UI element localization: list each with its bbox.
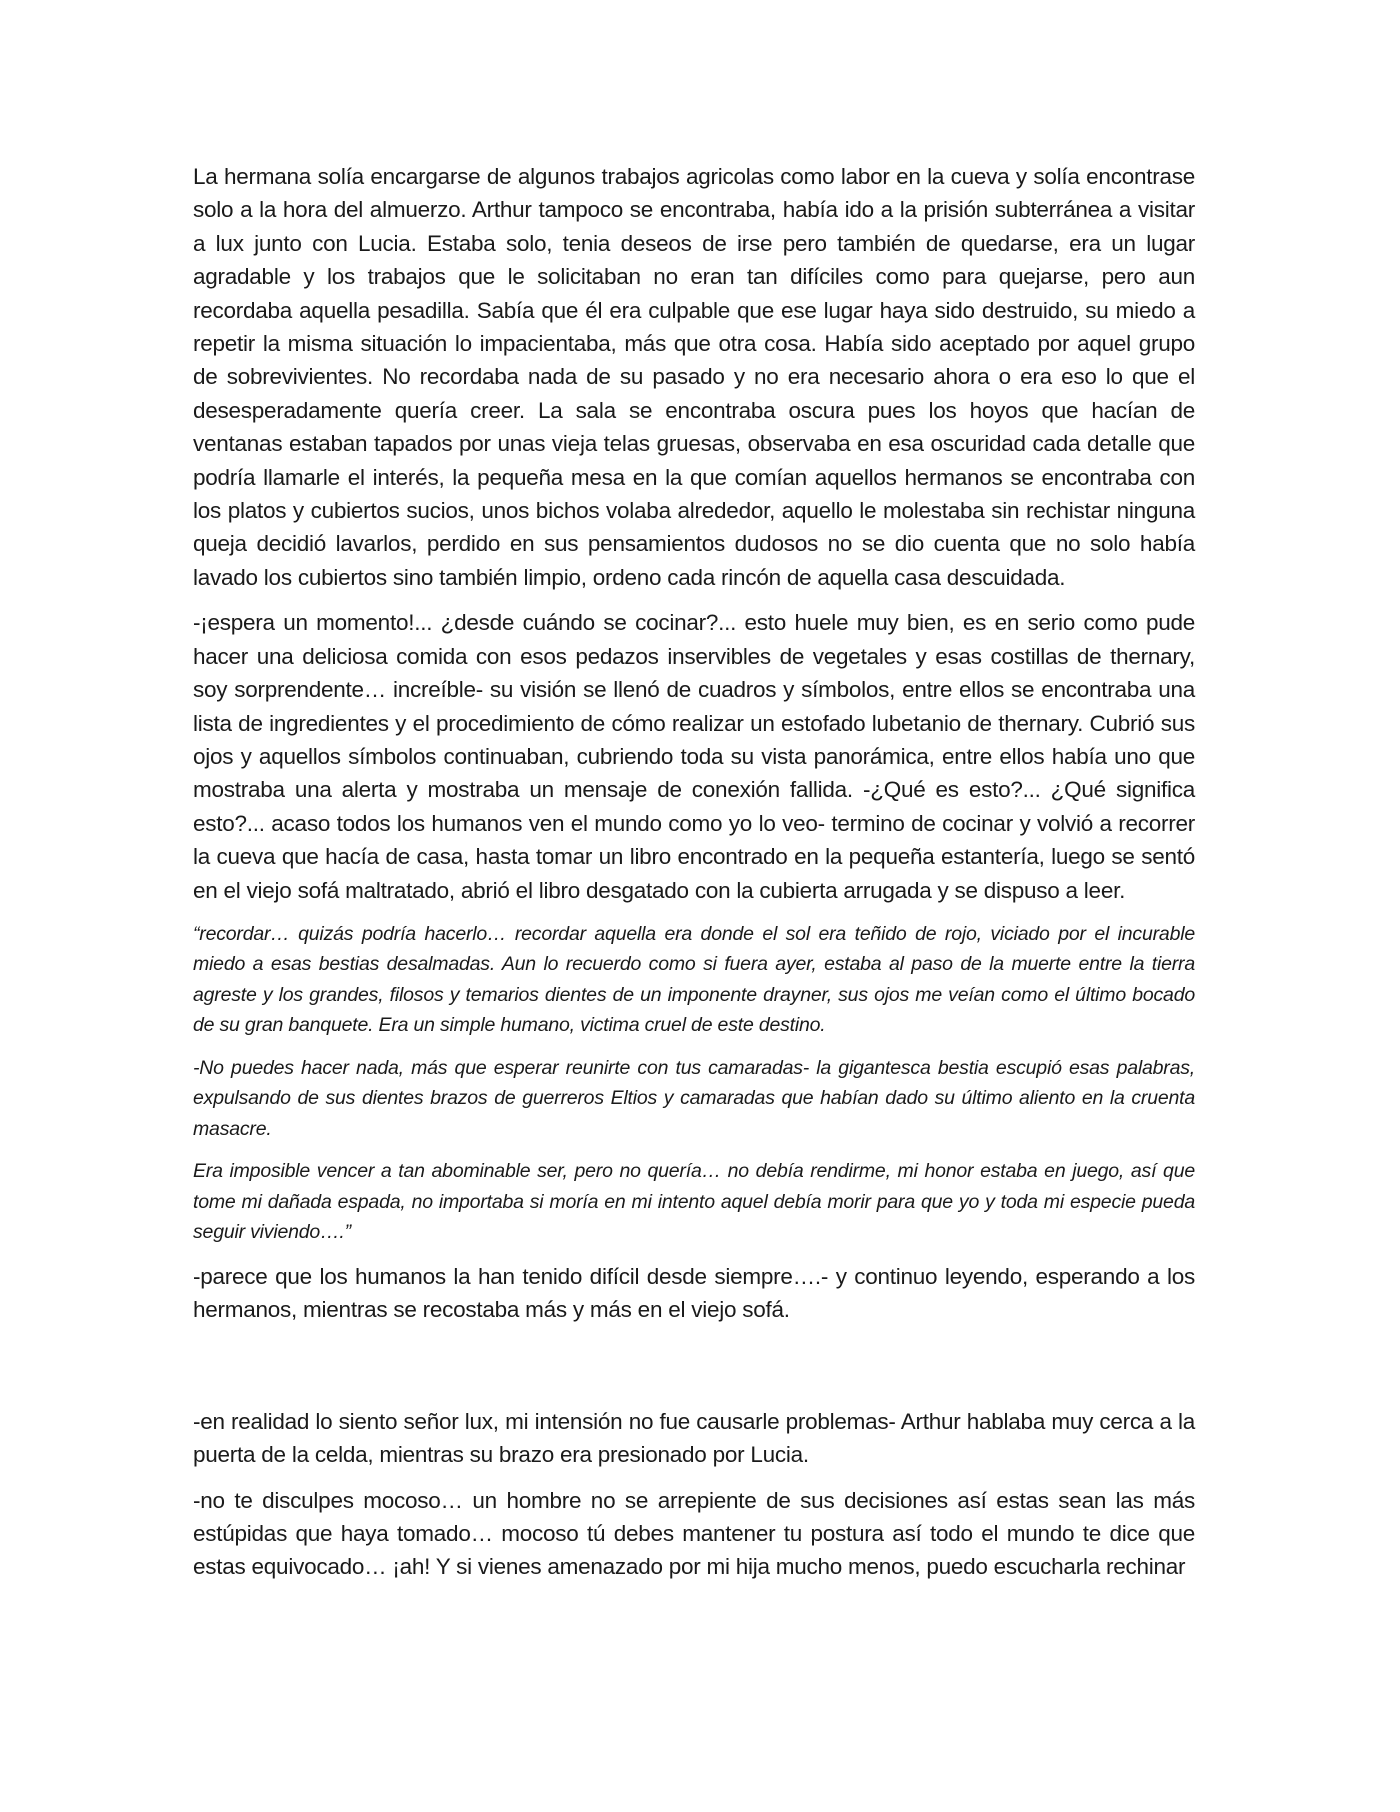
paragraph-narration-1: La hermana solía encargarse de algunos trabajos agricolas como labor en la cueva y solía encontrase solo a la hora del almuerzo. Arthur tampoco se encontraba, había ido a la prisión subterránea a visitar a lux junto con Lucia. Estaba solo, tenia deseos de irse pero también de quedarse, era un lugar agradable y los trabajos que le solicitaban no eran tan difíciles como para quejarse, pero aun recordaba aquella pesadilla. Sabía que él era culpable que ese lugar haya sido destruido, su miedo a repetir la misma situación lo impacientaba, más que otra cosa. Había sido aceptado por aquel grupo de sobrevivientes. No recordaba nada de su pasado y no era necesario ahora o era eso lo que el desesperadamente quería creer. La sala se encontraba oscura pues los hoyos que hacían de ventanas estaban tapados por unas vieja telas gruesas, observaba en esa oscuridad cada detalle que podría llamarle el interés, la pequeña mesa en la que comían aquellos hermanos se encontraba con los platos y cubiertos sucios, unos bichos volaba alrededor, aquello le molestaba sin rechistar ninguna queja decidió lavarlos, perdido en sus pensamientos dudosos no se dio cuenta que no solo había lavado los cubiertos sino también limpio, ordeno cada rincón de aquella casa descuidada.: [193, 164, 1195, 590]
book-excerpt-2: -No puedes hacer nada, más que esperar reunirte con tus camaradas- la gigantesca bestia escupió esas palabras, expulsando de sus dientes brazos de guerreros Eltios y camaradas que habían dado su último aliento en la cruenta masacre.: [193, 1056, 1195, 1140]
paragraph-after-reading: -parece que los humanos la han tenido difícil desde siempre….- y continuo leyendo, esperando a los hermanos, mientras se recostaba más y más en el viejo sofá.: [193, 1263, 1195, 1323]
book-excerpt-1: “recordar… quizás podría hacerlo… recordar aquella era donde el sol era teñido de rojo, viciado por el incurable miedo a esas bestias desalmadas. Aun lo recuerdo como si fuera ayer, estaba al paso de la muerte entre la tierra agreste y los grandes, filosos y temarios dientes de un imponente drayner, sus ojos me veían como el último bocado de su gran banquete. Era un simple humano, victima cruel de este destino.: [193, 922, 1195, 1037]
section-break: [193, 1339, 1195, 1405]
paragraph-narration-2: -¡espera un momento!... ¿desde cuándo se cocinar?... esto huele muy bien, es en serio como pude hacer una deliciosa comida con esos pedazos inservibles de vegetales y esas costillas de thernary, soy sorprendente… increíble- su visión se llenó de cuadros y símbolos, entre ellos se encontraba una lista de ingredientes y el procedimiento de cómo realizar un estofado lubetanio de thernary. Cubrió sus ojos y aquellos símbolos continuaban, cubriendo toda su vista panorámica, entre ellos había uno que mostraba una alerta y mostraba un mensaje de conexión fallida. -¿Qué es esto?... ¿Qué significa esto?... acaso todos los humanos ven el mundo como yo lo veo- termino de cocinar y volvió a recorrer la cueva que hacía de casa, hasta tomar un libro encontrado en la pequeña estantería, luego se sentó en el viejo sofá maltratado, abrió el libro desgatado con la cubierta arrugada y se dispuso a leer.: [193, 610, 1195, 903]
paragraph-cell-scene-1: -en realidad lo siento señor lux, mi intensión no fue causarle problemas- Arthur hablaba muy cerca a la puerta de la celda, mientras su brazo era presionado por Lucia.: [193, 1408, 1195, 1468]
book-excerpt-3: Era imposible vencer a tan abominable ser, pero no quería… no debía rendirme, mi honor estaba en juego, así que tome mi dañada espada, no importaba si moría en mi intento aquel debía morir para que yo y toda mi especie pueda seguir viviendo….”: [193, 1160, 1195, 1244]
document-page: [193, 160, 1195, 1596]
paragraph-cell-scene-2: -no te disculpes mocoso… un hombre no se arrepiente de sus decisiones así estas sean las más estúpidas que haya tomado… mocoso tú debes mantener tu postura así todo el mundo te dice que estas equivocado… ¡ah! Y si vienes amenazado por mi hija mucho menos, puedo escucharla rechinar: [193, 1487, 1195, 1580]
